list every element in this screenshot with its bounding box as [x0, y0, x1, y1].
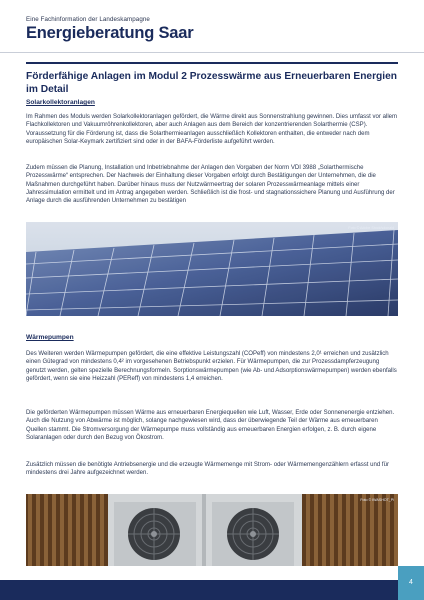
title-block — [26, 62, 398, 96]
solar-panel-photo — [26, 222, 398, 316]
heatpump-paragraph-2: Die geförderten Wärmepumpen müssen Wärme aus erneuerbaren Energiequellen wie Luft, Wasser, Erde oder Sonnenenergie entziehen. Auch die Nutzung von Abwärme ist möglich, solange nachgewiesen wird, dass der überwiegende Teil der Wärme aus erneuerbaren Quellen stammt. Die Stromversorgung der Wärmepumpe muss vollständig aus erneuerbaren Energien erfolgen, z. B. durch eigene Solaranlagen oder durch den Bezug von Ökostrom. — [26, 410, 395, 441]
solar-paragraph-1: Im Rahmen des Moduls werden Solarkollektoranlagen gefördert, die Wärme direkt aus Sonnenstrahlung gewinnen. Dies umfasst vor allem Flachkollektoren und Vakuumröhrenkollektoren, aber auch Anlagen aus dem Bereich der konzentrierenden Solarthermie (CSP). Voraussetzung für die Förderung ist, dass die Solarthermieanlagen ausschließlich Kollektoren enthalten, die entweder nach dem europäischen Solar-Keymark zertifiziert sind oder in der BAFA-Förderliste aufgeführt werden. — [26, 114, 398, 145]
heatpump-paragraph-3: Zusätzlich müssen die benötigte Antriebsenergie und die erzeugte Wärmemenge mit Strom- oder Wärmemengenzählern erfasst und für mindestens drei Jahre aufgezeichnet werden. — [26, 462, 389, 477]
footer-bar — [0, 580, 424, 600]
heatpump-paragraph-1: Des Weiteren werden Wärmepumpen gefördert, die eine effektive Leistungszahl (COPeff) von mindestens 2,0¹ erreichen und zusätzlich einen Gütegrad von mindestens 0,4² im vorgesehenen Betriebspunkt erzielen. Für Wärmepumpen, die zur Prozessdampferzeugung genutzt werden, gelten spezielle Berechnungsformeln. Sorptionswärmepumpen (wie Ab- und Adsorptionswärmepumpen) werden ebenfalls gefördert, wenn sie eine Heizzahl (PEReff) von mindestens 1,4 erreichen. — [26, 351, 397, 382]
solar-paragraph-2: Zudem müssen die Planung, Installation und Inbetriebnahme der Anlagen den Vorgaben der Norm VDI 3988 „Solarthermische Prozesswärme“ entsprechen. Der Nachweis der Einhaltung dieser Vorgaben erfolgt durch Bestätigungen der Unternehmen, die die Maßnahmen durchgeführt haben. Darüber hinaus muss der Nutzwärmeertrag der solaren Prozesswärmeanlage mittels einer Jahressimulation ermittelt und im Antrag angegeben werden. Schließlich ist die frost- und stagnationssichere Planung und Ausführung der Anlage durch die ausführenden Unternehmen zu bestätigen — [26, 165, 395, 205]
solar-panel-illustration — [26, 222, 398, 316]
solar-photo-credit: Foto © Adobe Stock/sdonald — [348, 226, 394, 230]
heatpump-photo — [26, 494, 398, 566]
brand-title: Energieberatung Saar — [26, 24, 194, 42]
header-tagline: Eine Fachinformation der Landeskampagne — [26, 16, 150, 23]
page-header — [26, 16, 193, 43]
page-title: Förderfähige Anlagen im Modul 2 Prozesswärme aus Erneuerbaren Energien im Detail — [26, 71, 397, 95]
header-divider — [0, 52, 424, 53]
heatpump-photo-credit: Foto © IWASHOT_Pi — [360, 498, 394, 502]
section-heading-solar: Solarkollektoranlagen — [26, 99, 95, 106]
page-number: 4 — [398, 566, 424, 600]
heatpump-illustration — [26, 494, 398, 566]
section-heading-heatpump: Wärmepumpen — [26, 334, 74, 341]
